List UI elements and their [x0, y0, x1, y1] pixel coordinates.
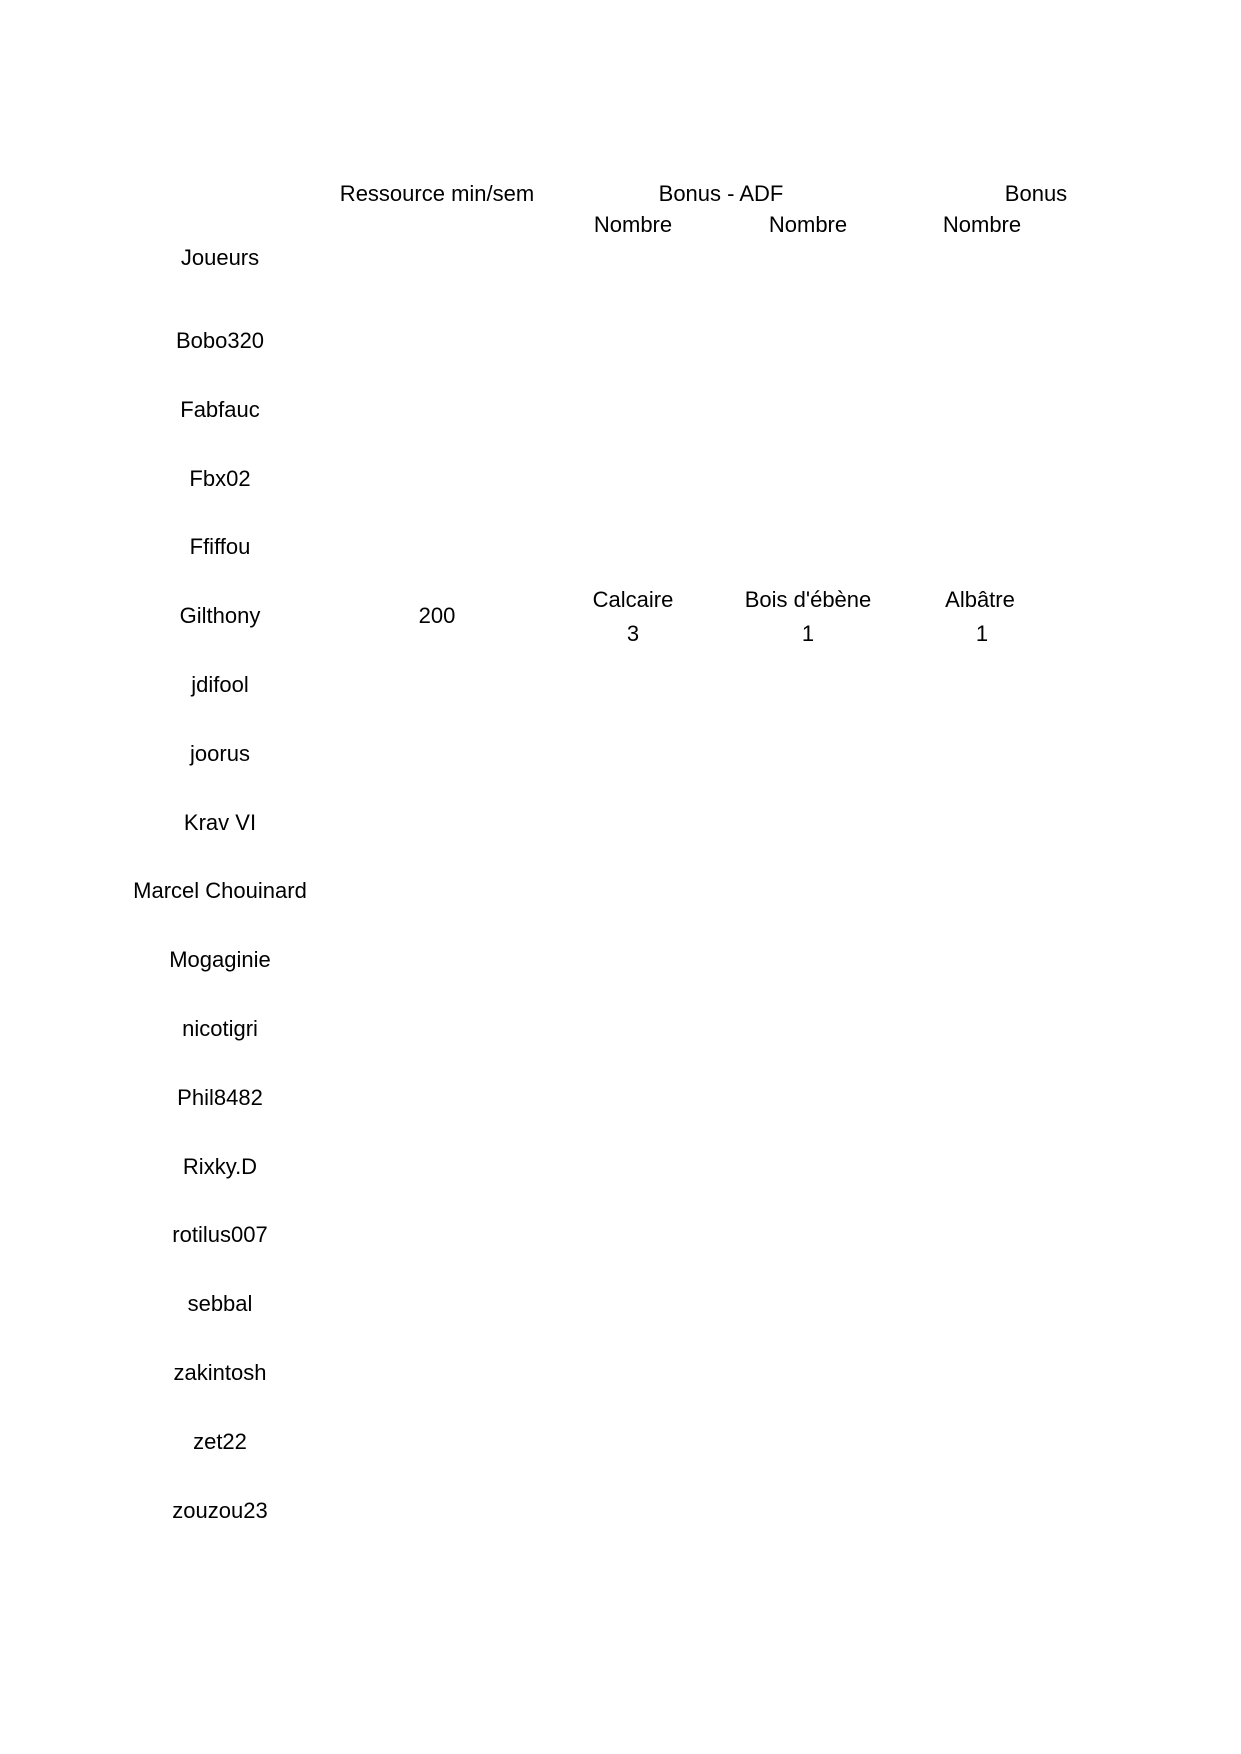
player-name: zet22 — [193, 1428, 247, 1454]
bonus-3-count: 1 — [975, 621, 989, 646]
player-name: zouzou23 — [172, 1497, 268, 1523]
bonus-1-name: Calcaire — [592, 587, 674, 612]
player-name: rotilus007 — [172, 1222, 268, 1248]
player-name: nicotigri — [182, 1015, 258, 1041]
player-name: Ffiffou — [189, 534, 251, 560]
header-nombre-2: Nombre — [768, 212, 848, 237]
header-bonus-adf: Bonus - ADF — [658, 181, 784, 206]
player-name: Mogaginie — [169, 947, 271, 973]
resource-min-value: 200 — [418, 603, 456, 628]
player-name: zakintosh — [173, 1359, 267, 1385]
player-name: Rixky.D — [182, 1153, 258, 1179]
players-list — [110, 328, 330, 1566]
player-name: Bobo320 — [175, 328, 265, 353]
bonus-2-count: 1 — [801, 621, 815, 646]
bonus-3-name: Albâtre — [945, 587, 1015, 612]
bonus-2-name: Bois d'ébène — [744, 587, 872, 612]
player-name: Fabfauc — [180, 396, 260, 422]
header-players: Joueurs — [180, 245, 260, 270]
header-resource-min: Ressource min/sem — [339, 181, 535, 206]
player-name: joorus — [190, 740, 250, 766]
player-name: Fbx02 — [189, 465, 251, 491]
header-bonus: Bonus — [1004, 181, 1068, 206]
player-name: Gilthony — [179, 603, 261, 629]
header-nombre-1: Nombre — [593, 212, 673, 237]
bonus-1-count: 3 — [626, 621, 640, 646]
player-name: jdifool — [191, 671, 249, 697]
player-name: Phil8482 — [177, 1084, 263, 1110]
player-name: Krav VI — [183, 809, 257, 835]
header-nombre-3: Nombre — [942, 212, 1022, 237]
player-name: sebbal — [187, 1291, 253, 1317]
player-name: Marcel Chouinard — [133, 878, 307, 904]
